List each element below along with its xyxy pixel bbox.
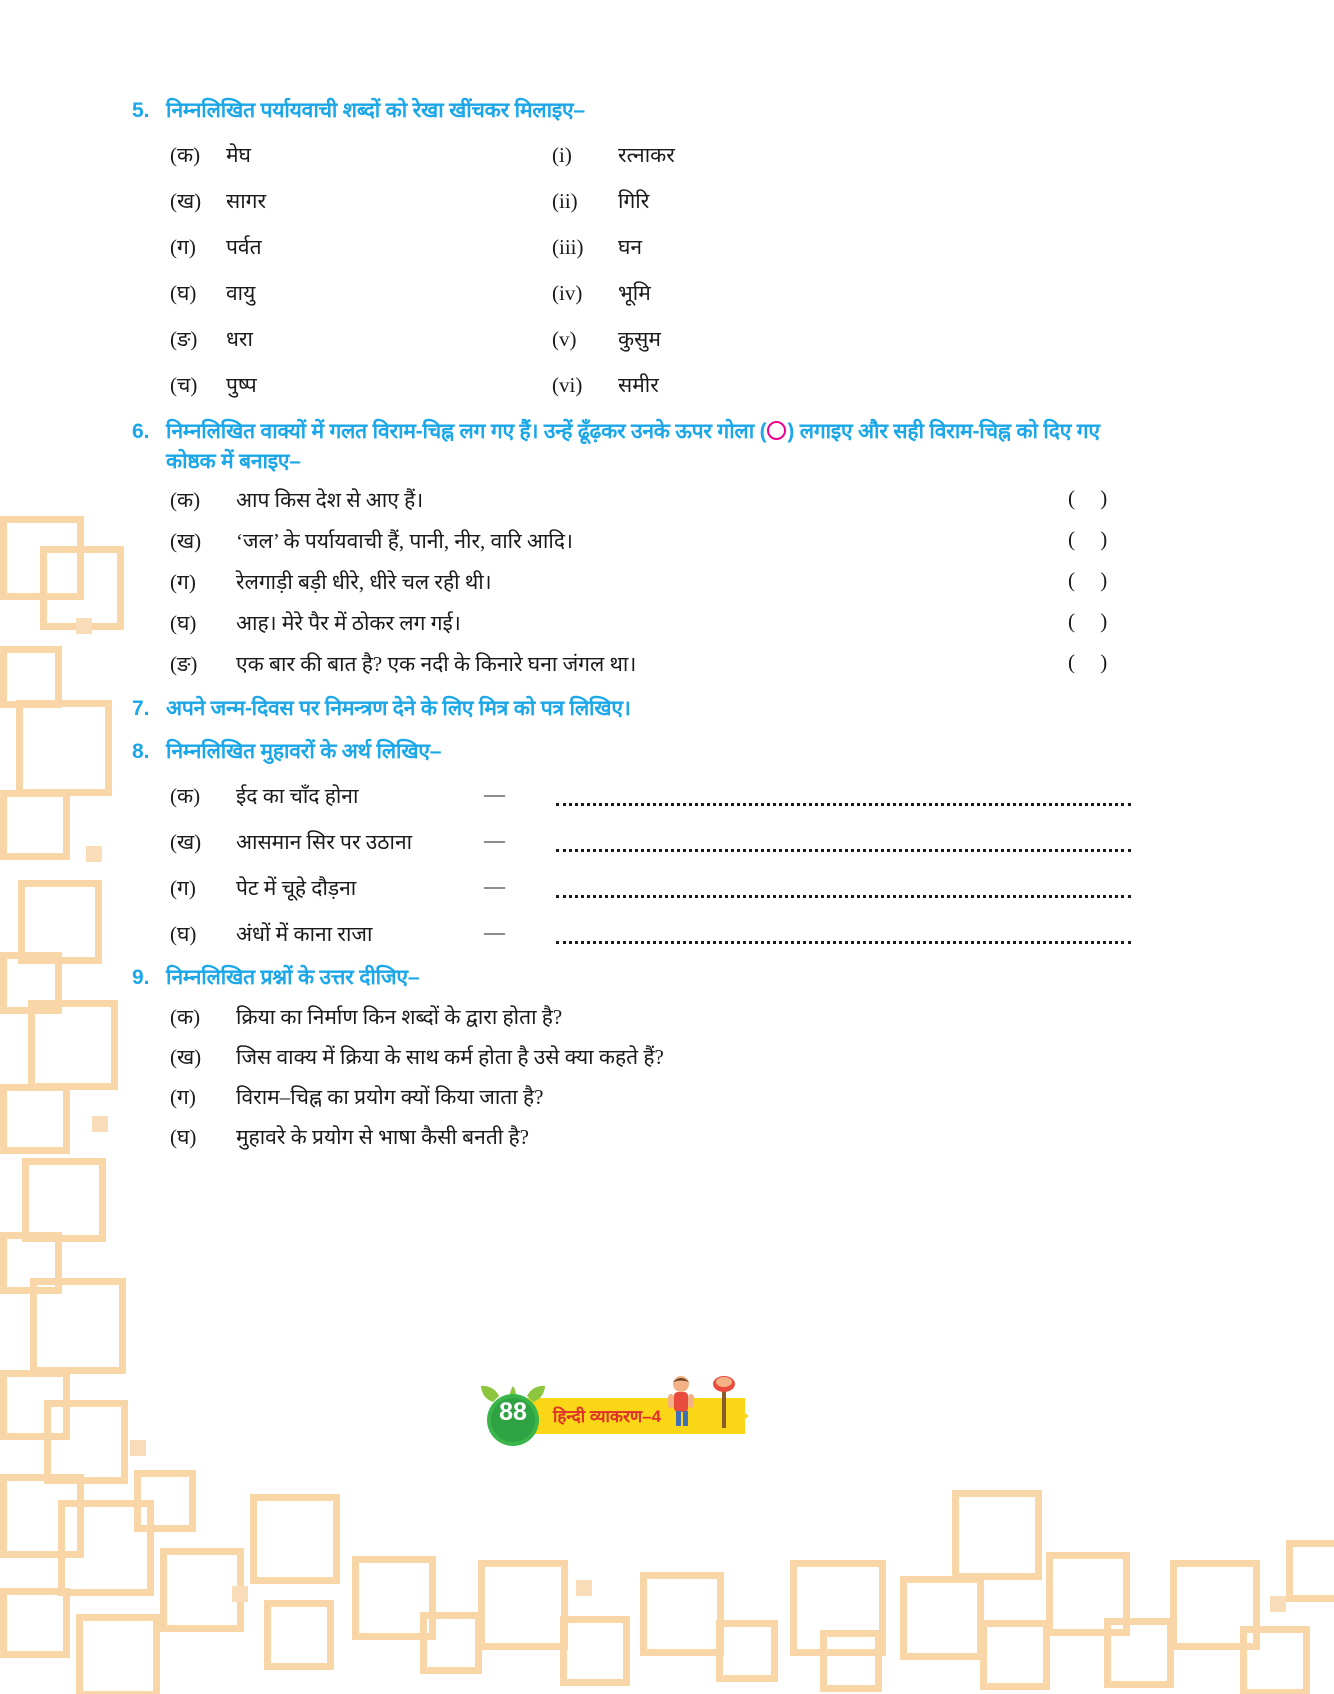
list-item	[170, 187, 266, 215]
list-item	[552, 325, 661, 353]
list-item	[170, 1123, 529, 1151]
answer-bracket[interactable]: ( )	[1068, 609, 1118, 633]
answer-dotted-line[interactable]	[556, 938, 1131, 944]
list-item	[170, 1043, 664, 1071]
list-item	[170, 828, 412, 856]
item-label: (i)	[552, 143, 572, 167]
item-text[interactable]: रत्नाकर	[618, 143, 675, 167]
list-item	[170, 782, 358, 810]
list-item	[170, 1003, 562, 1031]
question-prompt: अपने जन्म-दिवस पर निमन्त्रण देने के लिए मित्र को पत्र लिखिए।	[166, 697, 631, 720]
page-number: 88	[499, 1398, 527, 1426]
list-item	[552, 141, 675, 169]
item-label: (घ)	[170, 611, 197, 635]
question-8-heading	[132, 737, 441, 767]
item-text[interactable]: धरा	[226, 327, 253, 351]
list-item	[170, 279, 255, 307]
answer-bracket[interactable]: ( )	[1068, 486, 1118, 510]
item-text[interactable]: आह। मेरे पैर में ठोकर लग गई।	[236, 611, 461, 635]
prompt-part-2: ) लगाइए और सही विराम-चिह्न	[787, 420, 1011, 443]
prompt-line-2: को दिए गए कोष्ठक में बनाइए–	[166, 420, 1100, 473]
answer-bracket[interactable]: ( )	[1068, 650, 1118, 674]
answer-bracket[interactable]: ( )	[1068, 568, 1118, 592]
list-item	[552, 233, 642, 261]
item-text: अंधों में काना राजा	[236, 922, 373, 946]
circle-icon	[767, 421, 786, 440]
item-text[interactable]: रेलगाड़ी बड़ी धीरे, धीरे चल रही थी।	[236, 570, 492, 594]
list-item	[170, 609, 461, 637]
prompt-part-1: निम्नलिखित वाक्यों में गलत विराम-चिह्न लग गए हैं। उन्हें ढूँढ़कर उनके ऊपर गोला (	[166, 420, 767, 443]
item-text[interactable]: मेघ	[226, 143, 251, 167]
item-text: क्रिया का निर्माण किन शब्दों के द्वारा होता है?	[236, 1005, 563, 1029]
item-label: (ग)	[170, 570, 196, 594]
list-item	[552, 187, 649, 215]
item-label: (क)	[170, 488, 201, 512]
item-label: (ङ)	[170, 327, 198, 351]
item-text[interactable]: आप किस देश से आए हैं।	[236, 488, 424, 512]
answer-dotted-line[interactable]	[556, 846, 1131, 852]
item-text: आसमान सिर पर उठाना	[236, 830, 413, 854]
list-item	[170, 920, 372, 948]
item-text: जिस वाक्य में क्रिया के साथ कर्म होता है उसे क्या कहते हैं?	[236, 1045, 664, 1069]
list-item	[170, 325, 253, 353]
item-label: (vi)	[552, 373, 583, 397]
list-item	[170, 650, 636, 678]
question-7-heading	[132, 694, 631, 724]
footer-book-title: हिन्दी व्याकरण–4	[553, 1407, 662, 1426]
item-label: (ग)	[170, 1085, 196, 1109]
list-item	[170, 568, 492, 596]
item-text[interactable]: समीर	[618, 373, 659, 397]
item-text: विराम–चिह्न का प्रयोग क्यों किया जाता है?	[236, 1085, 544, 1109]
dash-separator: —	[484, 782, 505, 806]
list-item	[170, 527, 573, 555]
item-label: (ख)	[170, 830, 202, 854]
item-label: (घ)	[170, 922, 197, 946]
item-text[interactable]: पर्वत	[226, 235, 262, 259]
list-item	[552, 279, 651, 307]
list-item	[170, 371, 257, 399]
signpost-figure-icon	[708, 1376, 740, 1428]
item-text[interactable]: घन	[618, 235, 643, 259]
dash-separator: —	[484, 828, 505, 852]
item-label: (क)	[170, 143, 201, 167]
question-prompt	[166, 417, 1131, 477]
item-label: (ख)	[170, 1045, 202, 1069]
item-text[interactable]: गिरि	[618, 189, 650, 213]
page-footer	[465, 1368, 865, 1458]
question-prompt: निम्नलिखित मुहावरों के अर्थ लिखिए–	[166, 740, 442, 763]
item-text[interactable]: ‘जल’ के पर्यायवाची हैं, पानी, नीर, वारि आदि।	[236, 529, 573, 553]
item-label: (iv)	[552, 281, 583, 305]
item-label: (च)	[170, 373, 198, 397]
list-item	[170, 141, 251, 169]
list-item	[170, 233, 262, 261]
item-label: (ङ)	[170, 652, 198, 676]
dash-separator: —	[484, 874, 505, 898]
item-text[interactable]: एक बार की बात है? एक नदी के किनारे घना जंगल था।	[236, 652, 637, 676]
list-item	[552, 371, 659, 399]
item-label: (ग)	[170, 235, 196, 259]
question-prompt: निम्नलिखित प्रश्नों के उत्तर दीजिए–	[166, 966, 420, 989]
question-prompt: निम्नलिखित पर्यायवाची शब्दों को रेखा खींचकर मिलाइए–	[166, 99, 585, 122]
item-label: (ग)	[170, 876, 196, 900]
item-text[interactable]: वायु	[226, 281, 256, 305]
question-number: 6.	[132, 420, 150, 443]
item-text: पेट में चूहे दौड़ना	[236, 876, 357, 900]
item-text[interactable]: भूमि	[618, 281, 651, 305]
item-label: (v)	[552, 327, 577, 351]
answer-dotted-line[interactable]	[556, 892, 1131, 898]
list-item	[170, 874, 356, 902]
item-label: (ख)	[170, 529, 202, 553]
question-number: 7.	[132, 697, 150, 720]
item-label: (ख)	[170, 189, 202, 213]
item-text: ईद का चाँद होना	[236, 784, 359, 808]
question-number: 5.	[132, 99, 150, 122]
question-5-heading	[132, 96, 585, 126]
answer-dotted-line[interactable]	[556, 800, 1131, 806]
item-label: (क)	[170, 784, 201, 808]
item-label: (घ)	[170, 281, 197, 305]
item-label: (iii)	[552, 235, 584, 259]
item-text[interactable]: कुसुम	[618, 327, 661, 351]
list-item	[170, 1083, 543, 1111]
list-item	[170, 486, 423, 514]
question-9-heading	[132, 963, 419, 993]
child-figure-icon	[660, 1374, 702, 1428]
question-6-heading	[132, 417, 1131, 477]
item-label: (क)	[170, 1005, 201, 1029]
item-text: मुहावरे के प्रयोग से भाषा कैसी बनती है?	[236, 1125, 529, 1149]
answer-bracket[interactable]: ( )	[1068, 527, 1118, 551]
dash-separator: —	[484, 920, 505, 944]
question-number: 9.	[132, 966, 150, 989]
item-label: (ii)	[552, 189, 578, 213]
item-label: (घ)	[170, 1125, 197, 1149]
item-text[interactable]: सागर	[226, 189, 267, 213]
question-number: 8.	[132, 740, 150, 763]
item-text[interactable]: पुष्प	[226, 373, 257, 397]
